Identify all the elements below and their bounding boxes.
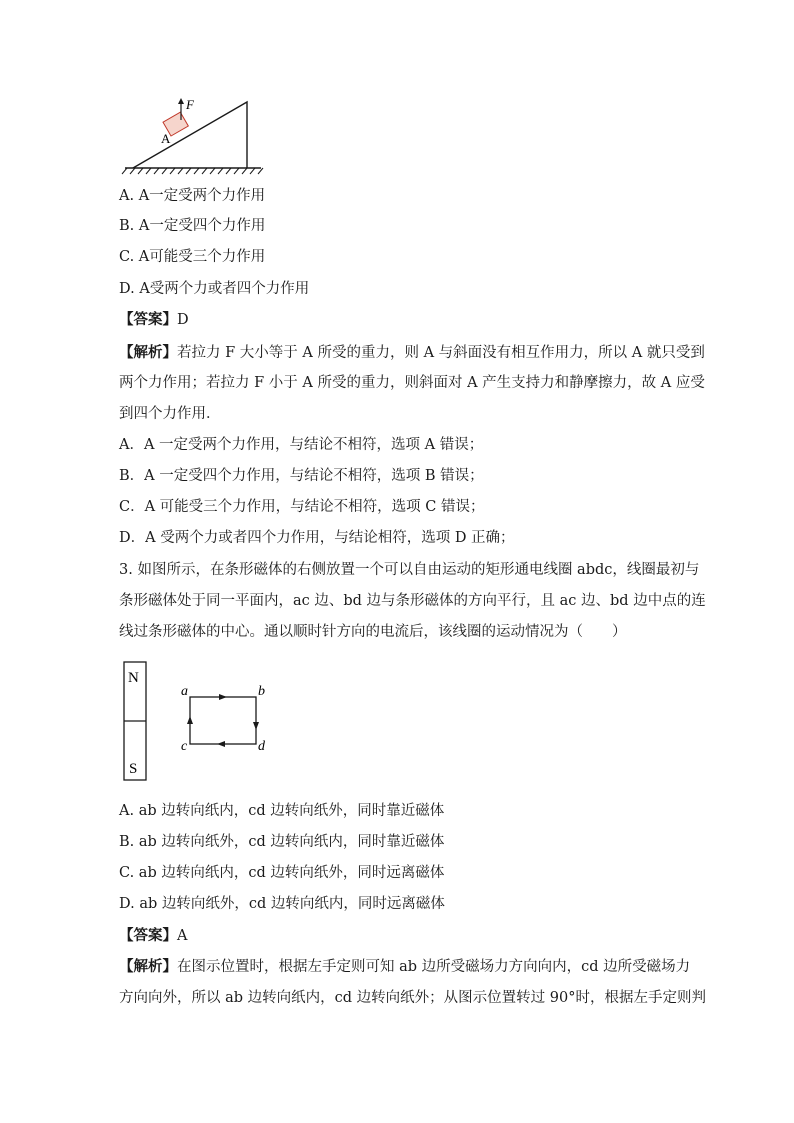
label-A: A: [161, 131, 171, 146]
q2-analysis-line-3: 到四个力作用．: [119, 406, 221, 422]
analysis-label: 【解析】: [119, 958, 177, 975]
answer-label: 【答案】: [119, 927, 177, 944]
corner-a: a: [181, 684, 188, 699]
q2-analysis-line-5: B．A 一定受四个力作用，与结论不相符，选项 B 错误；: [119, 468, 484, 484]
corner-c: c: [181, 739, 188, 754]
q3-stem-line-2: 条形磁体处于同一平面内，ac 边、bd 边与条形磁体的方向平行，且 ac 边、bd 边中点的连: [119, 593, 706, 609]
q2-analysis-line-6: C．A 可能受三个力作用，与结论不相符，选项 C 错误；: [119, 499, 485, 515]
q3-option-d: D. ab 边转向纸外，cd 边转向纸内，同时远离磁体: [119, 896, 445, 912]
q2-analysis-line-7: D．A 受两个力或者四个力作用，与结论相符，选项 D 正确；: [119, 530, 515, 546]
answer-label: 【答案】: [119, 311, 177, 328]
label-F: F: [186, 97, 194, 112]
incline-figure: [119, 96, 269, 176]
corner-d: d: [258, 739, 265, 754]
q2-answer: [119, 310, 189, 330]
q2-option-d: D. A受两个力或者四个力作用: [119, 281, 310, 297]
corner-b: b: [258, 684, 265, 699]
magnet-N-label: N: [128, 670, 139, 686]
q3-answer: [119, 926, 187, 946]
magnet-S-label: S: [129, 761, 138, 777]
q2-analysis-line-4: A．A 一定受两个力作用，与结论不相符，选项 A 错误；: [119, 437, 484, 453]
q2-analysis-line-1: 【解析】若拉力 F 大小等于 A 所受的重力，则 A 与斜面没有相互作用力，所以 A 就只受到: [119, 344, 705, 361]
q3-option-a: A. ab 边转向纸内，cd 边转向纸外，同时靠近磁体: [119, 803, 445, 819]
q3-analysis-line-1: 【解析】在图示位置时，根据左手定则可知 ab 边所受磁场力方向向内，cd 边所受磁场力: [119, 958, 691, 975]
q3-stem-line-1: 3. 如图所示，在条形磁体的右侧放置一个可以自由运动的矩形通电线圈 abdc，线圈最初与: [119, 562, 700, 578]
q3-analysis-line-2: 方向向外，所以 ab 边转向纸内，cd 边转向纸外；从图示位置转过 90°时，根据左手定则判: [119, 990, 706, 1006]
q2-analysis-line-2: 两个力作用；若拉力 F 小于 A 所受的重力，则斜面对 A 产生支持力和静摩擦力，故 A 应受: [119, 375, 705, 391]
q2-option-c: C. A可能受三个力作用: [119, 249, 266, 265]
magnet-coil-figure: [119, 660, 289, 785]
answer-value: A: [177, 928, 188, 944]
analysis-label: 【解析】: [119, 344, 177, 361]
q3-option-b: B. ab 边转向纸外，cd 边转向纸内，同时靠近磁体: [119, 834, 445, 850]
answer-value: D: [177, 312, 189, 328]
q3-option-c: C. ab 边转向纸内，cd 边转向纸外，同时远离磁体: [119, 865, 445, 881]
q3-stem-line-3: 线过条形磁体的中心。通以顺时针方向的电流后，该线圈的运动情况为（ ）: [119, 624, 627, 640]
q2-option-a: A. A一定受两个力作用: [119, 188, 266, 204]
coil: [190, 697, 256, 744]
q2-option-b: B. A一定受四个力作用: [119, 218, 266, 234]
